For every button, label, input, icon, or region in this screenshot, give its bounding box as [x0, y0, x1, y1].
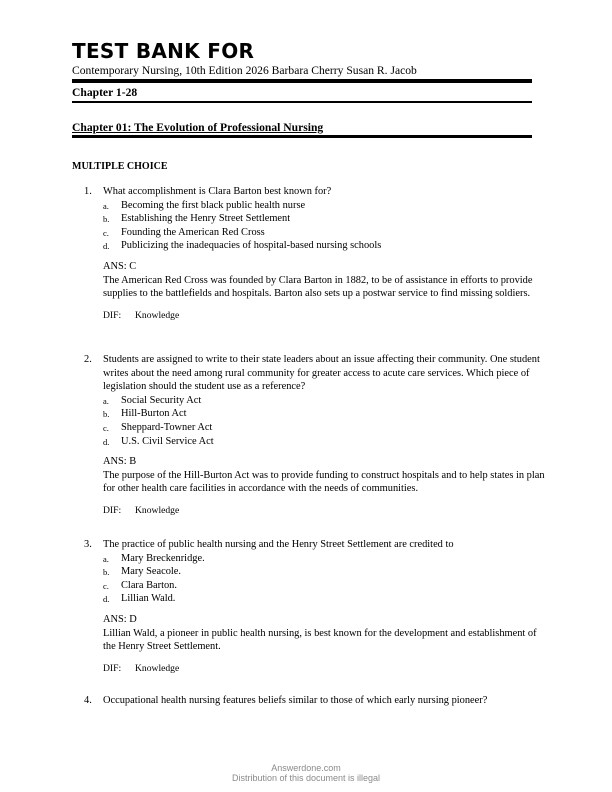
footer-site: Answerdone.com: [271, 763, 341, 773]
option-list: [84, 552, 548, 606]
chapter-rule: [72, 101, 532, 103]
option-b: [103, 407, 548, 421]
question-text: The practice of public health nursing and the Henry Street Settlement are credited to: [103, 539, 454, 550]
option-letter: a.: [103, 395, 109, 406]
option-letter: a.: [103, 200, 109, 211]
question-2: [84, 353, 548, 518]
option-text: Mary Seacole.: [121, 566, 182, 578]
answer-key: ANS: D: [103, 613, 137, 625]
document-subtitle: Contemporary Nursing, 10th Edition 2026 Barbara Cherry Susan R. Jacob: [72, 64, 417, 77]
option-text: Becoming the first black public health nurse: [121, 199, 306, 211]
difficulty-label: DIF:: [103, 309, 122, 321]
difficulty-label: DIF:: [103, 662, 122, 674]
question-4: [84, 694, 548, 708]
option-letter: d.: [103, 436, 110, 447]
option-letter: d.: [103, 241, 110, 252]
difficulty-value: Knowledge: [135, 662, 180, 674]
option-list: [84, 394, 548, 448]
option-text: Publicizing the inadequacies of hospital-based nursing schools: [121, 240, 382, 252]
answer-key: ANS: B: [103, 456, 137, 468]
option-c: [103, 226, 548, 240]
option-a: [103, 552, 548, 566]
option-text: U.S. Civil Service Act: [121, 435, 214, 447]
option-text: Establishing the Henry Street Settlement: [121, 213, 291, 225]
answer-rationale: The American Red Cross was founded by Clara Barton in 1882, to be of assistance in efforts to provide supplies to the battlefields and hospitals. Barton also sets up a postwar service to find missing soldiers.: [103, 274, 533, 300]
question-number: 2.: [84, 354, 92, 365]
difficulty: [84, 662, 548, 676]
option-text: Lillian Wald.: [121, 593, 176, 605]
difficulty-value: Knowledge: [135, 504, 180, 516]
option-text: Founding the American Red Cross: [121, 226, 265, 238]
option-text: Clara Barton.: [121, 579, 177, 591]
question-text: What accomplishment is Clara Barton best known for?: [103, 186, 332, 197]
section-heading: MULTIPLE CHOICE: [72, 161, 168, 172]
header-rule: [72, 79, 532, 83]
difficulty: [84, 309, 548, 323]
difficulty-label: DIF:: [103, 504, 122, 516]
option-text: Social Security Act: [121, 394, 202, 406]
question-stem: [84, 538, 548, 552]
question-1: [84, 185, 548, 322]
chapter-heading-rule: [72, 135, 532, 138]
question-stem: [84, 353, 548, 394]
chapter-range: Chapter 1-28: [72, 86, 138, 99]
option-d: [103, 239, 548, 253]
footer-notice: Distribution of this document is illegal: [231, 773, 381, 783]
option-text: Sheppard-Towner Act: [121, 421, 213, 433]
question-text: Students are assigned to write to their state leaders about an issue affecting their community. One student writes about the need among rural community for greater access to acute care services. Which piece of legislation should the student use as a reference?: [103, 354, 540, 393]
option-b: [103, 212, 548, 226]
option-d: [103, 435, 548, 449]
chapter-heading: Chapter 01: The Evolution of Professional Nursing: [72, 121, 324, 134]
question-number: 1.: [84, 186, 92, 197]
answer-rationale: Lillian Wald, a pioneer in public health nursing, is best known for the development and establishment of the Henry Street Settlement.: [103, 627, 537, 653]
option-letter: d.: [103, 594, 110, 605]
option-letter: c.: [103, 580, 109, 591]
option-b: [103, 565, 548, 579]
option-a: [103, 199, 548, 213]
question-text: Occupational health nursing features beliefs similar to those of which early nursing pioneer?: [103, 695, 488, 706]
option-d: [103, 592, 548, 606]
difficulty-value: Knowledge: [135, 309, 180, 321]
option-a: [103, 394, 548, 408]
option-letter: a.: [103, 553, 109, 564]
option-letter: c.: [103, 422, 109, 433]
question-stem: [84, 694, 548, 708]
answer-key: ANS: C: [103, 260, 137, 272]
difficulty: [84, 504, 548, 518]
option-c: [103, 421, 548, 435]
option-letter: b.: [103, 214, 110, 225]
option-list: [84, 199, 548, 253]
question-stem: [84, 185, 548, 199]
option-text: Hill-Burton Act: [121, 408, 187, 420]
option-text: Mary Breckenridge.: [121, 552, 205, 564]
answer-rationale: The purpose of the Hill-Burton Act was to provide funding to construct hospitals and to help states in plan for other health care facilities in accordance with the needs of communities.: [103, 469, 545, 495]
question-number: 3.: [84, 539, 92, 550]
option-letter: b.: [103, 567, 110, 578]
document-title: TEST BANK FOR: [72, 39, 255, 63]
question-number: 4.: [84, 695, 92, 706]
option-letter: c.: [103, 227, 109, 238]
option-letter: b.: [103, 409, 110, 420]
question-3: [84, 538, 548, 675]
option-c: [103, 579, 548, 593]
